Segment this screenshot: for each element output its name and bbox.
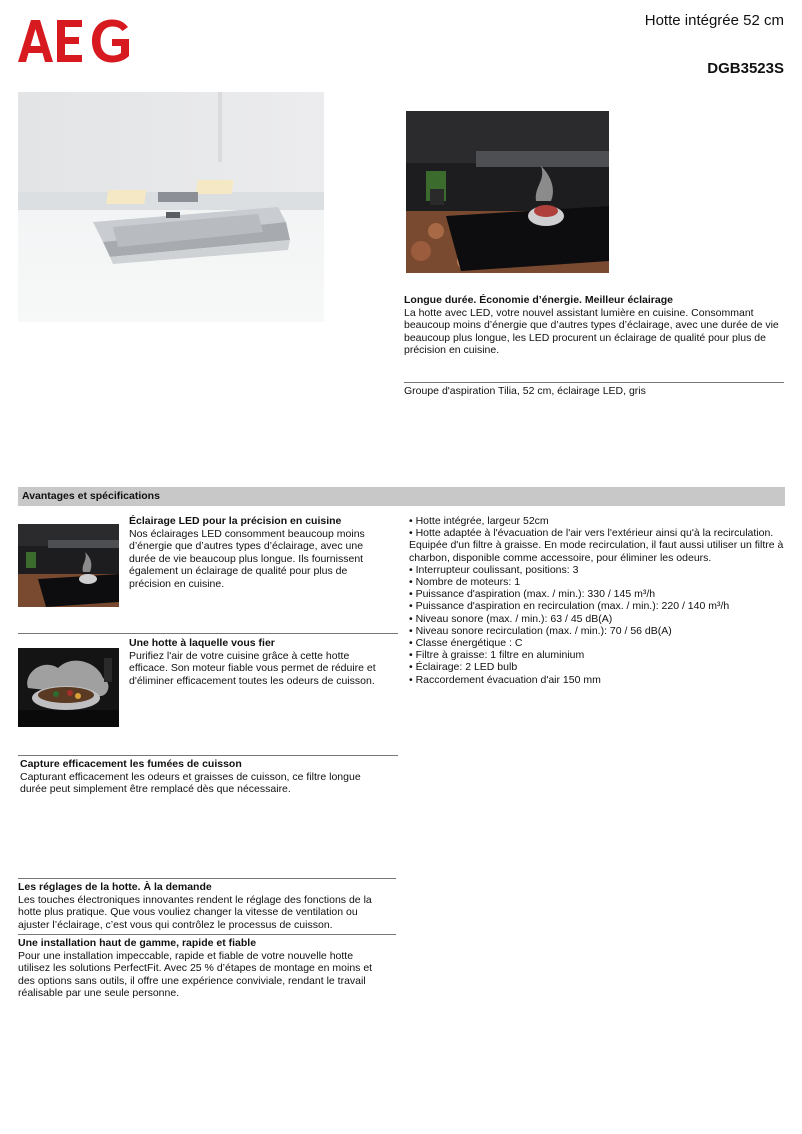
- feature-settings-body: Les touches électroniques innovantes rendent le réglage des fonctions de la hotte plus pratique. Que vous vouliez changer la vitesse de ventilation ou ajuster l’éclairage, c’est vous qui contrôlez le processus de cuisson.: [18, 893, 372, 931]
- feature-settings: [18, 881, 388, 931]
- short-description: Groupe d'aspiration Tilia, 52 cm, éclairage LED, gris: [404, 385, 646, 397]
- feature-reliable-title: Une hotte à laquelle vous fier: [129, 637, 275, 649]
- spec-item: • Hotte intégrée, largeur 52cm: [409, 515, 549, 527]
- section-header: [18, 487, 785, 506]
- feature-led-title: Éclairage LED pour la précision en cuisine: [129, 515, 342, 527]
- product-type: Hotte intégrée 52 cm: [644, 12, 784, 29]
- section-title: Avantages et spécifications: [22, 490, 160, 502]
- feature-installation-body: Pour une installation impeccable, rapide et fiable de votre nouvelle hotte utilisez les solutions PerfectFit. Avec 25 % d’étapes de montage en moins et des options sans outils, il offre une expérience conviviale, rendant le travail réalisable par une seule personne.: [18, 949, 373, 999]
- feature-reliable-body: Purifiez l'air de votre cuisine grâce à cette hotte efficace. Son moteur fiable vous permet de réduire et d'éliminer efficacement toutes les odeurs de cuisson.: [129, 649, 376, 687]
- divider: [18, 878, 396, 879]
- spec-item: • Filtre à graisse: 1 filtre en aluminium: [409, 649, 585, 662]
- model-number: DGB3523S: [707, 60, 784, 77]
- spec-item: • Puissance d'aspiration en recirculation (max. / min.): 220 / 140 m³/h: [409, 600, 730, 613]
- feature-reliable: [129, 637, 389, 687]
- aeg-logo: [18, 18, 130, 64]
- spec-item: • Niveau sonore recirculation (max. / min.): 70 / 56 dB(A): [409, 624, 672, 637]
- hero-feature-title: Longue durée. Économie d’énergie. Meilleur éclairage: [404, 294, 673, 306]
- spec-item: • Classe énergétique : C: [409, 637, 523, 650]
- feature-settings-title: Les réglages de la hotte. À la demande: [18, 881, 212, 893]
- divider: [18, 633, 398, 634]
- spec-item: • Hotte adaptée à l'évacuation de l'air vers l'extérieur ainsi qu'à la recirculation. Equipée d'un filtre à graisse. En mode recirculation, il faut aussi utiliser un filtre à charbon, disponible comme accessoire, pour éliminer les odeurs.: [409, 527, 784, 564]
- spec-item: • Raccordement évacuation d'air 150 mm: [409, 673, 601, 686]
- feature-installation-title: Une installation haut de gamme, rapide et fiable: [18, 937, 257, 949]
- divider: [18, 755, 398, 756]
- feature-led-body: Nos éclairages LED consomment beaucoup moins d’énergie que d’autres types d’éclairage, avec une durée de vie beaucoup plus longue. Ils fournissent également un éclairage de qualité pour plus de précision en cuisine.: [129, 527, 365, 590]
- spec-item: • Puissance d'aspiration (max. / min.): 330 / 145 m³/h: [409, 588, 656, 601]
- led-lighting-image: [18, 524, 119, 607]
- spec-item: • Niveau sonore (max. / min.): 63 / 45 dB(A): [409, 612, 613, 625]
- feature-capture: [20, 758, 380, 796]
- spec-item: • Nombre de moteurs: 1: [409, 576, 521, 589]
- spec-item: • Interrupteur coulissant, positions: 3: [409, 563, 579, 576]
- kitchen-hood-image: [406, 111, 609, 273]
- divider: [18, 934, 396, 935]
- feature-capture-body: Capturant efficacement les odeurs et graisses de cuisson, ce filtre longue durée peut simplement être remplacé dès que nécessaire.: [20, 770, 361, 795]
- hero-feature: [404, 294, 784, 357]
- spec-item: • Éclairage: 2 LED bulb: [409, 661, 518, 674]
- feature-installation: [18, 937, 388, 1000]
- feature-led: [129, 515, 389, 590]
- spec-list: [409, 515, 787, 686]
- divider: [404, 382, 784, 383]
- cooking-smoke-image: [18, 648, 119, 727]
- main-product-image: [18, 92, 324, 322]
- hero-feature-body: La hotte avec LED, votre nouvel assistant lumière en cuisine. Consommant beaucoup moins d’énergie que d’autres types d’éclairage, avec une durée de vie beaucoup plus longue, les LED procurent un éclairage de qualité pour plus de précision en cuisine.: [404, 306, 779, 356]
- feature-capture-title: Capture efficacement les fumées de cuisson: [20, 758, 242, 770]
